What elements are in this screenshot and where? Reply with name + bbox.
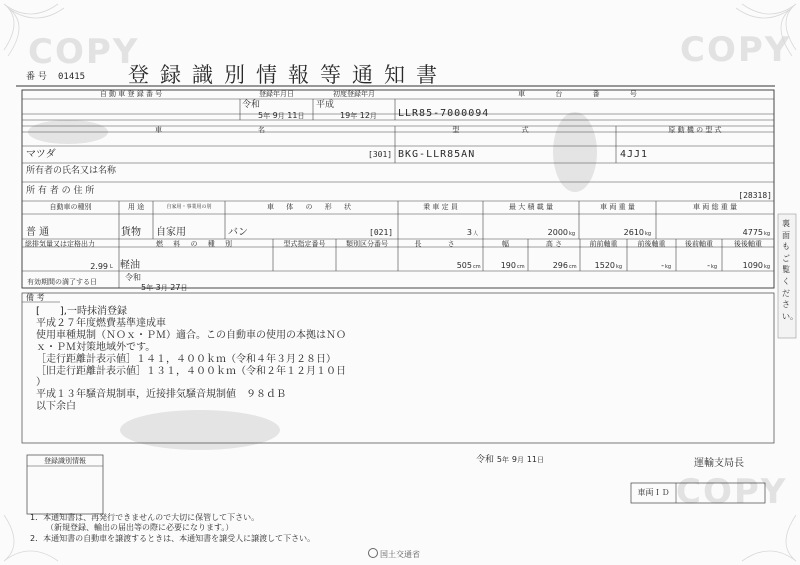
day-unit: 日	[537, 456, 545, 464]
corner-ornament	[4, 4, 796, 561]
weight-label: 車 両 重 量	[600, 203, 635, 211]
ministry-logo-icon	[368, 548, 378, 558]
reg-date-label: 登録年月日	[259, 90, 294, 98]
bureau-chief: 運輸支局長	[694, 458, 744, 469]
ministry-name: 国土交通省	[380, 550, 420, 559]
owner-name-label: 所有者の氏名又は名称	[26, 166, 117, 176]
remarks-line: 平成１３年騒音規制車，近接排気騒音規制値 ９８ｄＢ	[36, 389, 286, 401]
private-value: 自家用	[156, 227, 186, 238]
issue-year: 5	[496, 455, 502, 464]
fuel-label: 燃 料 の 種 別	[156, 240, 236, 248]
capacity-label: 乗 車 定 員	[423, 203, 458, 211]
ff-axle-value: 1520	[594, 261, 615, 270]
vehicle-type-value: 普 通	[26, 227, 50, 238]
engine-label: 原 動 機 の 型 式	[668, 126, 722, 134]
width-value: 190	[500, 261, 516, 270]
height-label: 高 さ	[545, 240, 563, 248]
max-load-value: 2000	[547, 228, 568, 237]
max-load-label: 最 大 積 載 量	[509, 203, 553, 211]
note-1: 1．本通知書は、再発行できませんので大切に保管して下さい。	[30, 513, 260, 522]
capacity-unit: 人	[473, 231, 479, 237]
displacement-value: 2.99	[90, 262, 108, 271]
issue-day: 11	[526, 455, 538, 464]
first-year: 19	[340, 111, 351, 120]
rr-axle-label: 後後軸重	[734, 240, 762, 248]
remarks-body	[36, 306, 346, 413]
copy-watermark-left: COPY	[28, 32, 140, 72]
engine-value: 4JJ1	[620, 149, 649, 160]
kg-unit: kg	[665, 264, 672, 270]
year-unit: 年	[350, 112, 358, 120]
issue-month: 9	[511, 455, 517, 464]
kg-unit: kg	[711, 264, 718, 270]
remarks-line: 平成２７年度燃費基準達成車	[36, 317, 166, 329]
kg-unit: kg	[616, 264, 623, 270]
rf-axle-value: -	[707, 261, 710, 270]
ff-axle-label: 前前軸重	[589, 240, 618, 248]
car-name-label: 車	[155, 126, 162, 134]
height-value: 296	[552, 261, 568, 270]
body-shape-label: 車 体 の 形 状	[267, 203, 356, 211]
weight-value: 2610	[623, 228, 644, 237]
address-code: [28318]	[738, 191, 772, 200]
chassis-label: 車 台 番 号	[518, 90, 651, 98]
copy-watermark-bottom: COPY	[676, 472, 788, 512]
reg-no-label: 自 動 車 登 録 番 号	[99, 90, 163, 98]
issue-date	[476, 456, 544, 465]
name-label: 名	[258, 126, 265, 134]
first-reg-date	[340, 112, 377, 120]
model-value: BKG-LLR85AN	[398, 149, 476, 160]
registration-info-label: 登録識別情報	[44, 457, 86, 465]
owner-address-label: 所 有 者 の 住 所	[26, 186, 95, 196]
page-title: 登録識別情報等通知書	[128, 63, 448, 87]
reg-month: 9	[272, 111, 278, 120]
copy-watermark-right: COPY	[680, 30, 792, 70]
fr-axle-label: 前後軸重	[637, 240, 666, 248]
length-value: 505	[456, 261, 472, 270]
ministry-footer	[368, 548, 420, 559]
first-month: 12	[359, 111, 370, 120]
remarks-line: ［走行距離計表示値］１４１，４００ｋｍ（令和４年３月２８日）	[36, 353, 336, 365]
first-reg-era: 平成	[316, 100, 335, 110]
remarks-line: 以下余白	[36, 401, 76, 413]
cm-unit: cm	[473, 264, 481, 270]
maker-code: [301]	[368, 150, 393, 159]
month-unit: 月	[160, 284, 168, 292]
month-unit: 月	[369, 112, 377, 120]
reg-date	[258, 112, 304, 120]
vehicle-type-label: 自動車の種別	[49, 203, 92, 211]
remarks-line: 使用車種規制（ＮＯｘ・ＰＭ）適合。この自動車の使用の本拠はＮＯ	[36, 329, 346, 341]
use-value: 貨物	[121, 227, 141, 238]
kg-unit: kg	[569, 231, 576, 237]
cm-unit: cm	[517, 264, 525, 270]
year-unit: 年	[501, 456, 509, 464]
use-label: 用 途	[127, 203, 145, 211]
validity-date	[141, 284, 187, 292]
remarks-line: ｘ・ＰＭ対策地域外です。	[36, 341, 156, 353]
gross-weight-value: 4775	[742, 228, 763, 237]
model-label: 型 式	[452, 126, 559, 134]
kg-unit: kg	[764, 264, 771, 270]
fuel-value: 軽油	[120, 260, 140, 271]
chassis-number: LLR85-7000094	[398, 108, 490, 119]
issue-era: 令和	[476, 455, 495, 465]
body-value: バン	[228, 227, 248, 238]
width-label: 幅	[502, 240, 509, 248]
maker-name: マツダ	[26, 149, 56, 160]
body-code: [021]	[369, 228, 394, 237]
remarks-label: 備 考	[26, 293, 45, 302]
remarks-line: [ ],一時抹消登録	[36, 306, 127, 317]
day-unit: 日	[180, 284, 188, 292]
displacement-label: 総排気量又は定格出力	[25, 240, 95, 248]
rr-axle-value: 1090	[742, 261, 763, 270]
validity-label: 有効期間の満了する日	[27, 278, 97, 286]
vehicle-id-label: 車両ＩＤ	[637, 488, 670, 497]
validity-month: 3	[155, 283, 161, 292]
year-unit: 年	[263, 112, 271, 120]
validity-day: 27	[170, 283, 181, 292]
category-label: 類別区分番号	[346, 240, 388, 248]
private-label: 自家用・事業用の別	[166, 204, 212, 210]
month-unit: 月	[516, 456, 524, 464]
capacity-value: 3	[466, 228, 472, 237]
rf-axle-label: 後前軸重	[685, 240, 713, 248]
remarks-line: ）	[36, 377, 46, 389]
kg-unit: kg	[645, 231, 652, 237]
day-unit: 日	[297, 112, 305, 120]
reg-day: 11	[287, 111, 298, 120]
number-label: 番 号	[26, 72, 47, 82]
side-note: 裏面もご覧ください。	[782, 219, 798, 321]
validity-era: 令和	[125, 273, 141, 282]
displacement-unit: L	[110, 264, 113, 270]
note-2: 2．本通知書の自動車を譲渡するときは、本通知書を譲受人に譲渡して下さい。	[30, 534, 316, 543]
reg-era: 令和	[242, 100, 261, 110]
kg-unit: kg	[764, 231, 771, 237]
gross-weight-label: 車 両 総 重 量	[693, 203, 737, 211]
number-value: 01415	[58, 72, 86, 82]
type-designation-label: 型式指定番号	[283, 240, 326, 248]
length-label: 長 さ	[414, 240, 467, 248]
month-unit: 月	[277, 112, 285, 120]
year-unit: 年	[146, 284, 154, 292]
reg-year: 5	[258, 111, 264, 120]
validity-year: 5	[141, 283, 147, 292]
cm-unit: cm	[569, 264, 577, 270]
note-1b: （新規登録、輸出の届出等の際に必要になります。）	[46, 523, 234, 532]
remarks-line: ［旧走行距離計表示値］１３１，４００ｋｍ（令和２年１２月１０日	[36, 365, 346, 377]
first-reg-label: 初度登録年月	[333, 90, 375, 98]
fr-axle-value: -	[661, 261, 664, 270]
